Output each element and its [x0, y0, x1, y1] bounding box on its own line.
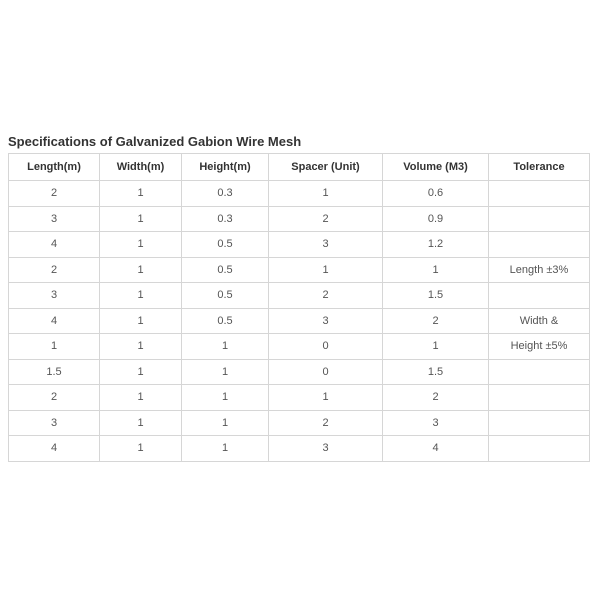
cell-length: 4 — [9, 308, 100, 334]
cell-width: 1 — [100, 206, 182, 232]
cell-volume: 1.5 — [383, 359, 489, 385]
cell-width: 1 — [100, 232, 182, 258]
table-row — [9, 436, 590, 462]
cell-length: 2 — [9, 181, 100, 207]
table-row — [9, 181, 590, 207]
cell-spacer: 2 — [269, 283, 383, 309]
cell-volume: 1.5 — [383, 283, 489, 309]
table-row — [9, 232, 590, 258]
cell-tolerance — [489, 359, 590, 385]
table-row — [9, 283, 590, 309]
cell-spacer: 0 — [269, 334, 383, 360]
cell-length: 2 — [9, 257, 100, 283]
cell-spacer: 3 — [269, 232, 383, 258]
cell-width: 1 — [100, 257, 182, 283]
cell-width: 1 — [100, 334, 182, 360]
cell-width: 1 — [100, 410, 182, 436]
cell-tolerance — [489, 385, 590, 411]
cell-tolerance — [489, 283, 590, 309]
cell-tolerance: Length ±3% — [489, 257, 590, 283]
cell-length: 3 — [9, 410, 100, 436]
cell-width: 1 — [100, 308, 182, 334]
cell-tolerance — [489, 206, 590, 232]
header-volume: Volume (M3) — [383, 154, 489, 181]
cell-volume: 1 — [383, 257, 489, 283]
table-row — [9, 385, 590, 411]
cell-volume: 2 — [383, 308, 489, 334]
cell-tolerance — [489, 232, 590, 258]
cell-length: 2 — [9, 385, 100, 411]
cell-height: 0.3 — [182, 206, 269, 232]
cell-length: 4 — [9, 436, 100, 462]
cell-height: 0.3 — [182, 181, 269, 207]
cell-height: 1 — [182, 436, 269, 462]
cell-tolerance: Height ±5% — [489, 334, 590, 360]
table-title: Specifications of Galvanized Gabion Wire Mesh — [8, 134, 302, 149]
cell-length: 1 — [9, 334, 100, 360]
cell-length: 4 — [9, 232, 100, 258]
table-row — [9, 359, 590, 385]
cell-spacer: 3 — [269, 436, 383, 462]
cell-width: 1 — [100, 385, 182, 411]
header-width: Width(m) — [100, 154, 182, 181]
cell-spacer: 2 — [269, 410, 383, 436]
cell-spacer: 3 — [269, 308, 383, 334]
cell-height: 0.5 — [182, 308, 269, 334]
cell-tolerance — [489, 436, 590, 462]
cell-width: 1 — [100, 359, 182, 385]
table-row — [9, 410, 590, 436]
header-row — [9, 154, 590, 181]
cell-volume: 4 — [383, 436, 489, 462]
cell-volume: 1 — [383, 334, 489, 360]
table-row — [9, 308, 590, 334]
cell-spacer: 1 — [269, 385, 383, 411]
cell-spacer: 1 — [269, 257, 383, 283]
cell-height: 1 — [182, 410, 269, 436]
table-row — [9, 257, 590, 283]
table-row — [9, 334, 590, 360]
cell-width: 1 — [100, 181, 182, 207]
cell-volume: 1.2 — [383, 232, 489, 258]
specifications-table — [8, 153, 590, 462]
cell-length: 1.5 — [9, 359, 100, 385]
header-spacer: Spacer (Unit) — [269, 154, 383, 181]
cell-spacer: 2 — [269, 206, 383, 232]
cell-volume: 0.6 — [383, 181, 489, 207]
cell-height: 0.5 — [182, 283, 269, 309]
header-length: Length(m) — [9, 154, 100, 181]
cell-height: 1 — [182, 334, 269, 360]
cell-length: 3 — [9, 206, 100, 232]
cell-height: 1 — [182, 359, 269, 385]
cell-width: 1 — [100, 436, 182, 462]
cell-volume: 3 — [383, 410, 489, 436]
cell-width: 1 — [100, 283, 182, 309]
cell-spacer: 1 — [269, 181, 383, 207]
cell-volume: 2 — [383, 385, 489, 411]
cell-height: 0.5 — [182, 232, 269, 258]
cell-tolerance — [489, 410, 590, 436]
cell-spacer: 0 — [269, 359, 383, 385]
cell-tolerance: Width & — [489, 308, 590, 334]
cell-height: 1 — [182, 385, 269, 411]
header-tolerance: Tolerance — [489, 154, 590, 181]
header-height: Height(m) — [182, 154, 269, 181]
cell-volume: 0.9 — [383, 206, 489, 232]
cell-length: 3 — [9, 283, 100, 309]
cell-height: 0.5 — [182, 257, 269, 283]
table-row — [9, 206, 590, 232]
cell-tolerance — [489, 181, 590, 207]
